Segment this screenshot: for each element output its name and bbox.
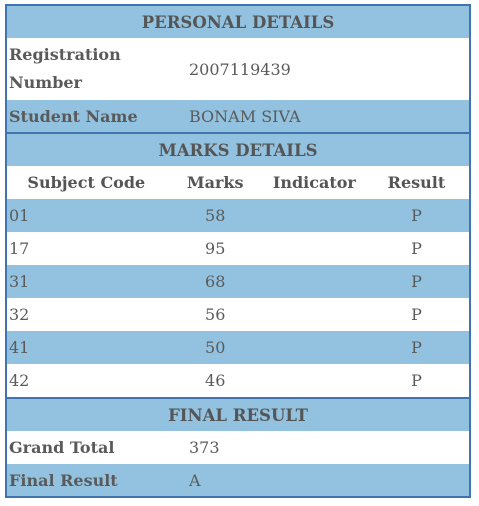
result-cell: P <box>411 239 422 258</box>
table-row <box>7 298 469 331</box>
student-name-label: Student Name <box>9 106 138 126</box>
registration-value: 2007119439 <box>189 59 291 79</box>
final-result-section <box>5 397 471 498</box>
column-indicator: Indicator <box>272 173 356 192</box>
table-row <box>7 232 469 265</box>
final-result-row <box>7 464 469 496</box>
marks-details-section <box>5 132 471 397</box>
marks-cell: 95 <box>205 239 226 258</box>
personal-details-section <box>5 4 471 132</box>
registration-label: Registration Number <box>9 45 121 92</box>
subject-code-cell: 42 <box>9 371 30 390</box>
student-name-row <box>7 100 469 132</box>
final-result-header: FINAL RESULT <box>7 399 469 431</box>
final-result-label: Final Result <box>9 470 118 490</box>
personal-details-header: PERSONAL DETAILS <box>7 6 469 38</box>
marks-cell: 50 <box>205 338 226 357</box>
table-row <box>7 331 469 364</box>
marks-cell: 68 <box>205 272 226 291</box>
result-cell: P <box>411 272 422 291</box>
final-result-value: A <box>189 470 201 490</box>
result-cell: P <box>411 371 422 390</box>
table-row <box>7 265 469 298</box>
marks-cell: 58 <box>205 206 226 225</box>
result-card <box>5 4 471 498</box>
subject-code-cell: 31 <box>9 272 30 291</box>
subject-code-cell: 41 <box>9 338 30 357</box>
result-cell: P <box>411 206 422 225</box>
subject-code-cell: 32 <box>9 305 30 324</box>
table-row <box>7 199 469 232</box>
subject-code-cell: 01 <box>9 206 30 225</box>
marks-details-header: MARKS DETAILS <box>7 134 469 166</box>
grand-total-label: Grand Total <box>9 438 115 457</box>
grand-total-value: 373 <box>189 438 220 457</box>
column-subject-code: Subject Code <box>27 173 146 192</box>
column-result: Result <box>387 173 446 192</box>
table-row <box>7 364 469 397</box>
column-marks: Marks <box>186 173 244 192</box>
result-cell: P <box>411 305 422 324</box>
registration-row <box>7 38 469 100</box>
student-name-value: BONAM SIVA <box>189 106 301 126</box>
marks-cell: 56 <box>205 305 226 324</box>
subject-code-cell: 17 <box>9 239 30 258</box>
grand-total-row <box>7 431 469 464</box>
marks-cell: 46 <box>205 371 226 390</box>
result-cell: P <box>411 338 422 357</box>
marks-column-header-row <box>7 166 469 199</box>
